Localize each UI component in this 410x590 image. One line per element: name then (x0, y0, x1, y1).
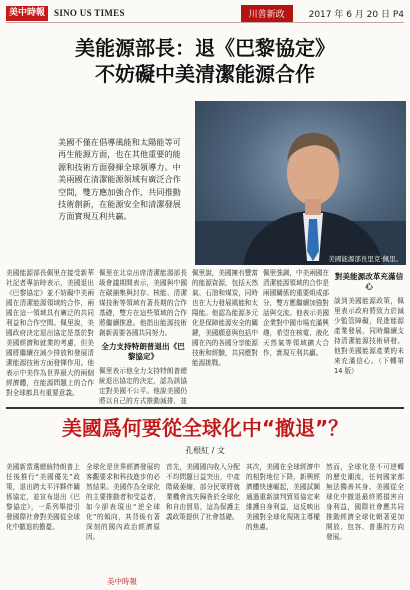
article1-column-5 (334, 268, 404, 404)
article1-column-4 (263, 268, 329, 404)
article1-headline-line1: 美能源部長：退《巴黎協定》 (75, 36, 335, 60)
article1-column-1 (6, 268, 94, 404)
article1-column-1-text: 美國能源部長佩里在接受新華社記者專訪時表示，美國退出《巴黎協定》並不妨礙中美兩國在清潔能源領域的合作，兩國在這一領域具有廣泛的共同利益和合作空間。佩里說，美國政府決定退出協定是基於對美國經濟和就業的考慮，但美國將繼續在減少排放和發展清潔能源技術方面發揮作用。他表示中美作為世界最大的兩個經濟體，在能源問題上的合作對全球都具有重要意義。 (6, 269, 94, 397)
article1-subhead-2: 對美能源改革充滿信心 (334, 272, 404, 291)
article2-column-4 (246, 462, 320, 586)
article1-column-4-text: 佩里強調，中美兩國在清潔能源領域的合作是兩國關係的重要組成部分，雙方應繼續加強對話與交流。他表示美國企業對中國市場充滿興趣，希望在核電、液化天然氣等領域擴大合作，實現互利共贏。 (263, 269, 329, 357)
article1-column-2 (99, 268, 187, 404)
section-divider (6, 407, 404, 409)
section-tag: 川普新政 (241, 5, 293, 22)
article1-subhead-1: 全力支持特朗普退出《巴黎協定》 (101, 342, 185, 361)
article2-column-3-text: 首先，美國國內收入分配不均問題日益突出，中產階級萎縮，部分民眾將就業機會流失歸咎於全球化和自由貿易，這為保護主義政策提供了社會基礎。 (166, 463, 240, 521)
article2-column-5-text: 然而，全球化是不可逆轉的歷史潮流，任何國家都無法獨善其身。美國從全球化中撤退最終將損害自身利益，國際社會應共同推動經濟全球化朝著更加開放、包容、普惠的方向發展。 (326, 463, 404, 541)
article2-callout: 美中時報 (107, 577, 137, 586)
article1-blurb: 美國不僅在倡導風能和太陽能等可再生能源方面，也在其他重要的能源和技術方面發揮全球領導力。中美兩國在清潔能源領域有廣泛合作空間，雙方應加強合作，共同推動技術創新，在能源安全和清潔發展方面實現互利共贏。 (58, 137, 181, 222)
article1-column-5-text: 談到美國能源政策，佩里表示政府將致力於減少監管障礙，促進能源產業發展，同時繼續支持清潔能源技術研發。他對美國能源產業的未來充滿信心。（下轉第 14 版） (334, 297, 404, 375)
photo-portrait-illustration (195, 101, 406, 265)
article1-photo (195, 101, 406, 265)
article2-headline: 美國爲何要從全球化中“撤退”？ (61, 416, 349, 440)
article2-column-1 (6, 462, 80, 572)
article1-column-3 (192, 268, 258, 404)
masthead (6, 4, 404, 23)
issue-date: 2017 年 6 月 20 日 P4 (308, 9, 404, 20)
article2-column-5 (326, 462, 404, 586)
photo-caption: 美國能源部長里克·佩里。 (328, 255, 402, 263)
article1-headline-line2: 不妨礙中美清潔能源合作 (95, 62, 315, 86)
article2-column-2 (86, 462, 160, 586)
article1-column-2-text: 佩里在北京出席清潔能源部長級會議期間表示，美國與中國在碳捕集與封存、核能、清潔煤技術等領域有著長期的合作基礎，雙方在這些領域的合作將繼續推進。他指出能源技術創新需要各國共同努力。 (99, 269, 187, 337)
article1-column-3-text: 佩里說，美國擁有豐富的能源資源，包括天然氣、石油和煤炭，同時也在大力發展風能和太陽能。他認為能源多元化是保障能源安全的關鍵，美國願意與包括中國在內的各國分享能源技術和經驗，共同應對能源挑戰。 (192, 269, 258, 367)
article2-column-4-text: 其次，美國在全球經濟中的相對地位下降，新興經濟體快速崛起，美國試圖通過重新談判貿易協定來維護自身利益，這反映出美國對全球化規則主導權的焦慮。 (246, 463, 320, 531)
article2-column-3 (166, 462, 240, 586)
newspaper-logo: 美中時報 (6, 6, 48, 21)
article2-column-1-text: 美國新當選總統特朗普上任後推行“美國優先”政策，退出跨太平洋夥伴關係協定，並宣布退出《巴黎協定》，一系列舉措引發國際社會對美國從全球化中撤退的擔憂。 (6, 463, 80, 531)
article2-byline: 孔根紅 / 文 (185, 446, 225, 455)
article2-column-2-text: 全球化是世界經濟發展的客觀要求和科技進步的必然結果。美國作為全球化的主要推動者和受益者，如今卻表現出“逆全球化”的傾向，其背後有著深刻的國內政治經濟原因。 (86, 463, 160, 541)
newspaper-name-en: SINO US TIMES (54, 8, 125, 18)
article1-column-2b-text: 佩里表示他全力支持特朗普總統退出協定的決定，認為該協定對美國不公平。他說美國仍將以自己的方式推動減排，並 (99, 367, 187, 404)
